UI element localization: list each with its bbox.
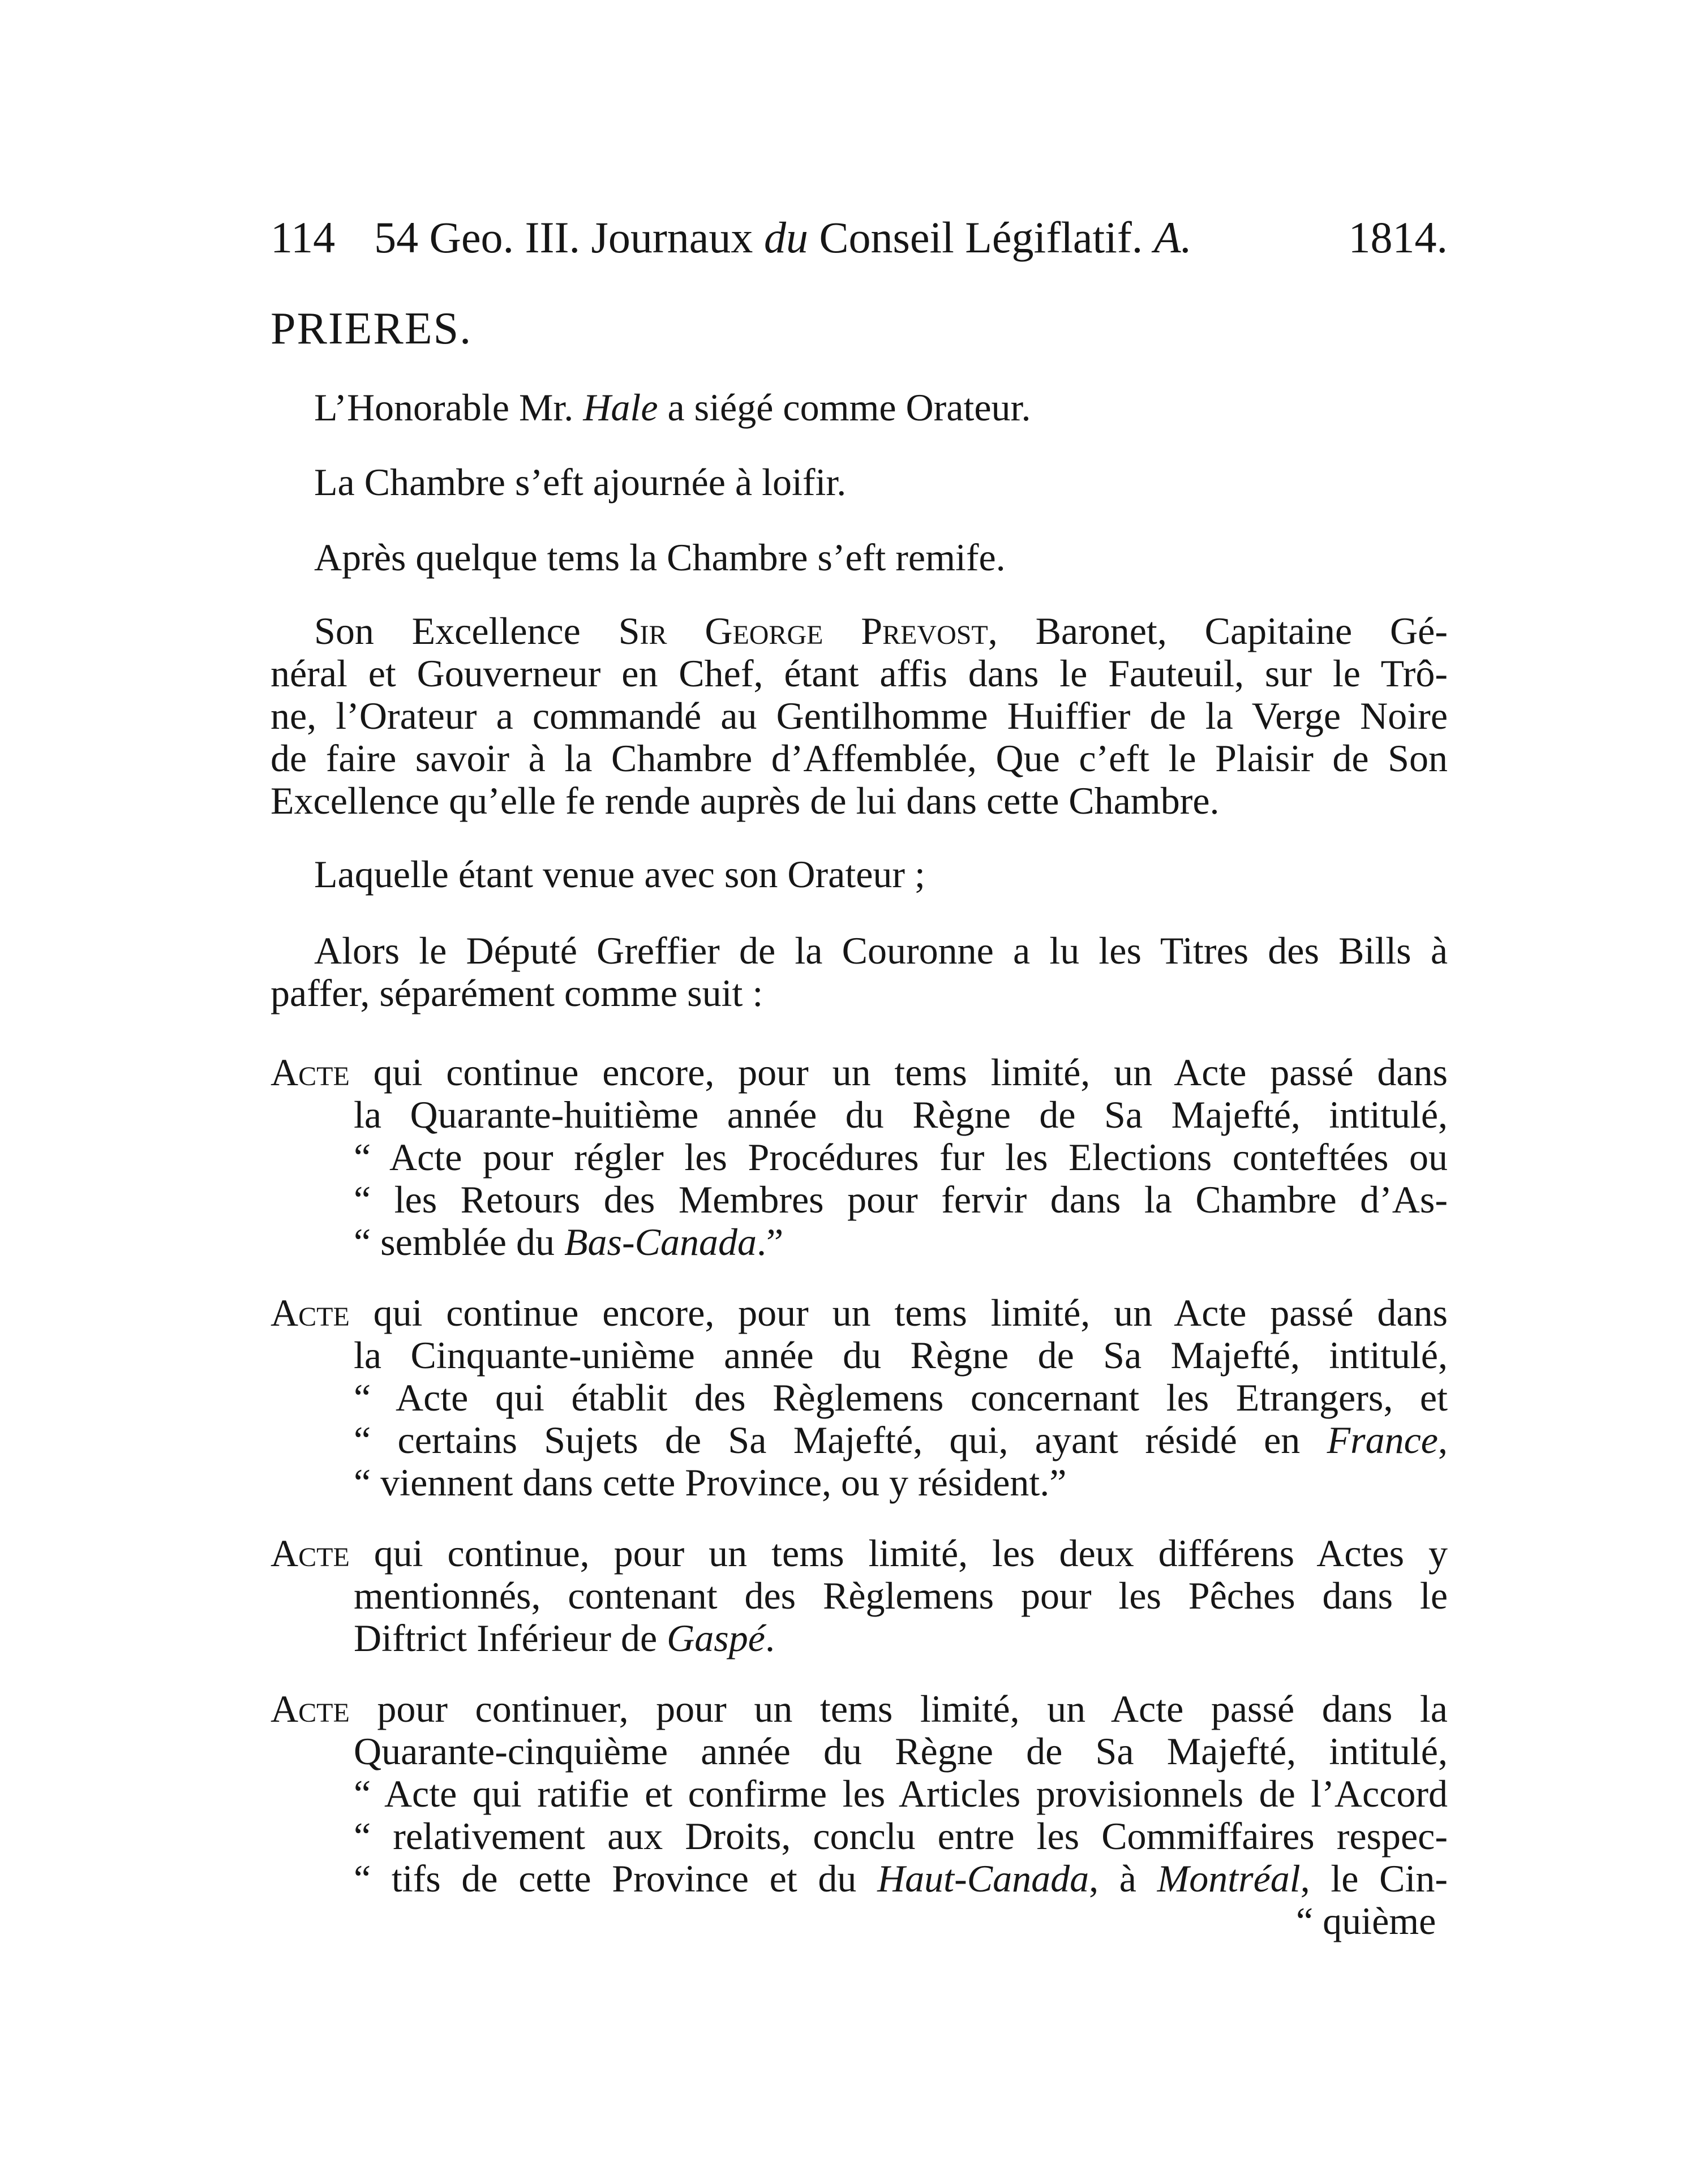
act-4-l5-a: “ tifs de cette Province et du <box>354 1857 857 1900</box>
paragraph-excellence-line-2: néral et Gouverneur en Chef, étant affis dans le Fauteuil, sur le Trô- <box>271 652 1448 695</box>
act-2-l4-b: , <box>1438 1418 1448 1461</box>
speaker-text-b: a siégé comme Orateur. <box>667 386 1031 429</box>
p4-text-b: , Baronet, Capitaine Gé- <box>988 609 1448 652</box>
running-head-a: A. <box>1153 213 1192 262</box>
act-1-l5-a: “ semblée du <box>354 1220 555 1263</box>
place-montreal: Montréal <box>1157 1857 1301 1900</box>
place-bas-canada: Bas-Canada <box>564 1220 757 1263</box>
act-1-line-5 <box>354 1219 783 1265</box>
act-2-line-2: la Cinquante-unième année du Règne de Sa Majefté, intitulé, <box>354 1334 1448 1377</box>
act-1-text: qui continue encore, pour un tems limité, un Acte passé dans <box>373 1051 1448 1094</box>
running-header <box>271 212 1448 263</box>
section-heading: PRIERES. <box>271 304 473 354</box>
act-3-l3-b: . <box>765 1616 775 1660</box>
paragraph-excellence-line-5: Excellence qu’elle fe rende auprès de lui dans cette Chambre. <box>271 779 1220 822</box>
act-4-line-2: Quarante-cinquième année du Règne de Sa Majefté, intitulé, <box>354 1730 1448 1773</box>
paragraph-titles-line-2: paffer, séparément comme suit : <box>271 971 763 1014</box>
act-3-line-1 <box>271 1530 1448 1576</box>
acte-word: Acte <box>271 1291 350 1334</box>
act-1-line-4: “ les Retours des Membres pour fervir dans la Chambre d’As- <box>354 1178 1448 1221</box>
act-1-l5-b: .” <box>756 1220 784 1263</box>
paragraph-excellence-line-4: de faire savoir à la Chambre d’Affemblée, Que c’eft le Plaisir de Son <box>271 737 1448 780</box>
paragraph-arrival: Laquelle étant venue avec son Orateur ; <box>314 853 925 896</box>
place-france: France <box>1327 1418 1438 1461</box>
running-head: 54 Geo. III. Journaux <box>374 213 753 262</box>
catchword: “ quième <box>1296 1899 1436 1942</box>
acte-word: Acte <box>271 1532 350 1575</box>
page-number: 114 <box>271 213 336 262</box>
paragraph-excellence-line-3: ne, l’Orateur a commandé au Gentilhomme Huiffier de la Verge Noire <box>271 694 1448 737</box>
act-2-line-1 <box>271 1290 1448 1335</box>
paragraph-excellence-line-1 <box>314 608 1448 654</box>
act-1-line-2: la Quarante-huitième année du Règne de Sa Majefté, intitulé, <box>354 1093 1448 1136</box>
act-2-l4-a: “ certains Sujets de Sa Majefté, qui, ayant résidé en <box>354 1418 1301 1461</box>
paragraph-resume: Après quelque tems la Chambre s’eft remife. <box>314 536 1006 579</box>
running-head-title: Conseil Légiflatif. <box>819 213 1143 262</box>
act-4-line-1 <box>271 1686 1448 1731</box>
acte-word: Acte <box>271 1051 350 1094</box>
speaker-text-a: L’Honorable Mr. <box>314 386 574 429</box>
speaker-name: Hale <box>583 386 658 429</box>
act-4-text: pour continuer, pour un tems limité, un Acte passé dans la <box>377 1687 1448 1730</box>
running-head-year: 1814. <box>1348 213 1448 262</box>
place-haut-canada: Haut-Canada <box>877 1857 1089 1900</box>
act-4-line-5 <box>354 1856 1448 1901</box>
paragraph-speaker <box>314 385 1031 430</box>
governor-name: Sir George Prevost <box>618 609 988 652</box>
act-3-text: qui continue, pour un tems limité, les deux différens Actes y <box>374 1532 1448 1575</box>
act-2-text: qui continue encore, pour un tems limité, un Acte passé dans <box>373 1291 1448 1334</box>
acte-word: Acte <box>271 1687 350 1730</box>
act-4-line-4: “ relativement aux Droits, conclu entre les Commiffaires respec- <box>354 1815 1448 1858</box>
act-2-line-5: “ viennent dans cette Province, ou y résident.” <box>354 1461 1067 1504</box>
act-2-line-4 <box>354 1417 1448 1463</box>
act-4-l5-mid: , à <box>1089 1857 1136 1900</box>
act-2-line-3: “ Acte qui établit des Règlemens concernant les Etrangers, et <box>354 1376 1448 1419</box>
paragraph-adjourn: La Chambre s’eft ajournée à loifir. <box>314 461 847 504</box>
p4-text-a: Son Excellence <box>314 609 581 652</box>
running-head-du: du <box>763 213 808 262</box>
paragraph-titles-line-1: Alors le Député Greffier de la Couronne a lu les Titres des Bills à <box>314 929 1448 972</box>
act-3-line-3 <box>354 1615 775 1661</box>
act-1-line-1 <box>271 1050 1448 1095</box>
act-4-l5-b: , le Cin- <box>1300 1857 1448 1900</box>
act-1-line-3: “ Acte pour régler les Procédures fur les Elections conteftées ou <box>354 1136 1448 1179</box>
place-gaspe: Gaspé <box>667 1616 765 1660</box>
act-4-line-3: “ Acte qui ratifie et confirme les Articles provisionnels de l’Accord <box>354 1772 1448 1815</box>
act-3-line-2: mentionnés, contenant des Règlemens pour les Pêches dans le <box>354 1574 1448 1617</box>
act-3-l3-a: Diftrict Inférieur de <box>354 1616 658 1660</box>
